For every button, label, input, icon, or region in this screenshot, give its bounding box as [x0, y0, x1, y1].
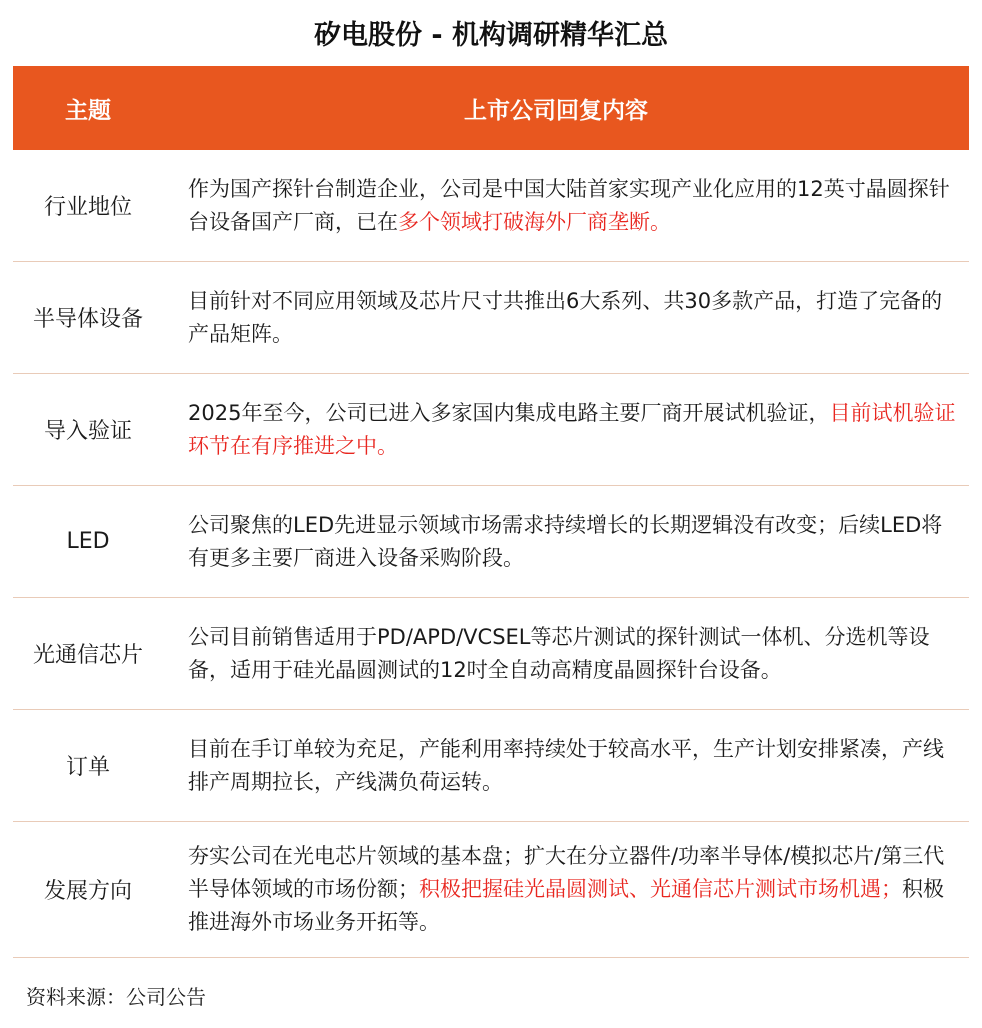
table-row: [13, 822, 969, 958]
row-topic: LED: [66, 529, 110, 554]
table-row: [13, 150, 969, 262]
row-content: [163, 710, 969, 821]
row-topic: 光通信芯片: [32, 643, 143, 668]
content-text: 夯实公司在光电芯片领域的基本盘；扩大在分立器件/功率半导体/模拟芯片/第三代半导体领域的市场份额；: [188, 844, 945, 901]
highlight-text: 积极把握硅光晶圆测试、光通信芯片测试市场机遇；: [419, 877, 902, 901]
row-content: [163, 262, 969, 373]
row-topic: 订单: [65, 755, 110, 780]
row-topic: 半导体设备: [32, 307, 143, 332]
highlight-text: 多个领域打破海外厂商垄断。: [398, 209, 671, 234]
row-content: [163, 374, 969, 485]
header-topic: 主题: [65, 97, 111, 124]
row-topic: 发展方向: [43, 879, 132, 904]
content-text: 公司聚焦的LED先进显示领域市场需求持续增长的长期逻辑没有改变；后续LED将有更多主要厂商进入设备采购阶段。: [188, 512, 943, 570]
content-text: 目前针对不同应用领域及芯片尺寸共推出6大系列、共30多款产品，打造了完备的产品矩阵。: [188, 288, 943, 346]
table-row: [13, 374, 969, 486]
table-row: [13, 262, 969, 374]
page-title: 矽电股份 - 机构调研精华汇总: [313, 20, 668, 51]
table-row: [13, 598, 969, 710]
row-content: [163, 822, 969, 957]
highlight-text: 目前试机验证环节在有序推进之中。: [188, 400, 956, 458]
content-text: 2025年至今，公司已进入多家国内集成电路主要厂商开展试机验证，: [188, 400, 830, 425]
row-topic: 导入验证: [43, 419, 132, 444]
row-topic: 行业地位: [43, 195, 132, 220]
source-note: 资料来源：公司公告: [26, 985, 206, 1009]
table-header: [13, 66, 969, 150]
header-content: 上市公司回复内容: [464, 97, 648, 124]
content-text: 目前在手订单较为充足，产能利用率持续处于较高水平，生产计划安排紧凑，产线排产周期拉长，产线满负荷运转。: [188, 736, 944, 794]
content-text: 公司目前销售适用于PD/APD/VCSEL等芯片测试的探针测试一体机、分选机等设备，适用于硅光晶圆测试的12吋全自动高精度晶圆探针台设备。: [188, 624, 930, 682]
content-text: 作为国产探针台制造企业，公司是中国大陆首家实现产业化应用的12英寸晶圆探针台设备国产厂商，已在: [188, 176, 950, 234]
row-content: [163, 150, 969, 261]
content-text: 积极推进海外市场业务开拓等。: [188, 877, 944, 934]
table-row: [13, 486, 969, 598]
row-content: [163, 598, 969, 709]
row-content: [163, 486, 969, 597]
summary-table: [13, 66, 969, 958]
table-row: [13, 710, 969, 822]
